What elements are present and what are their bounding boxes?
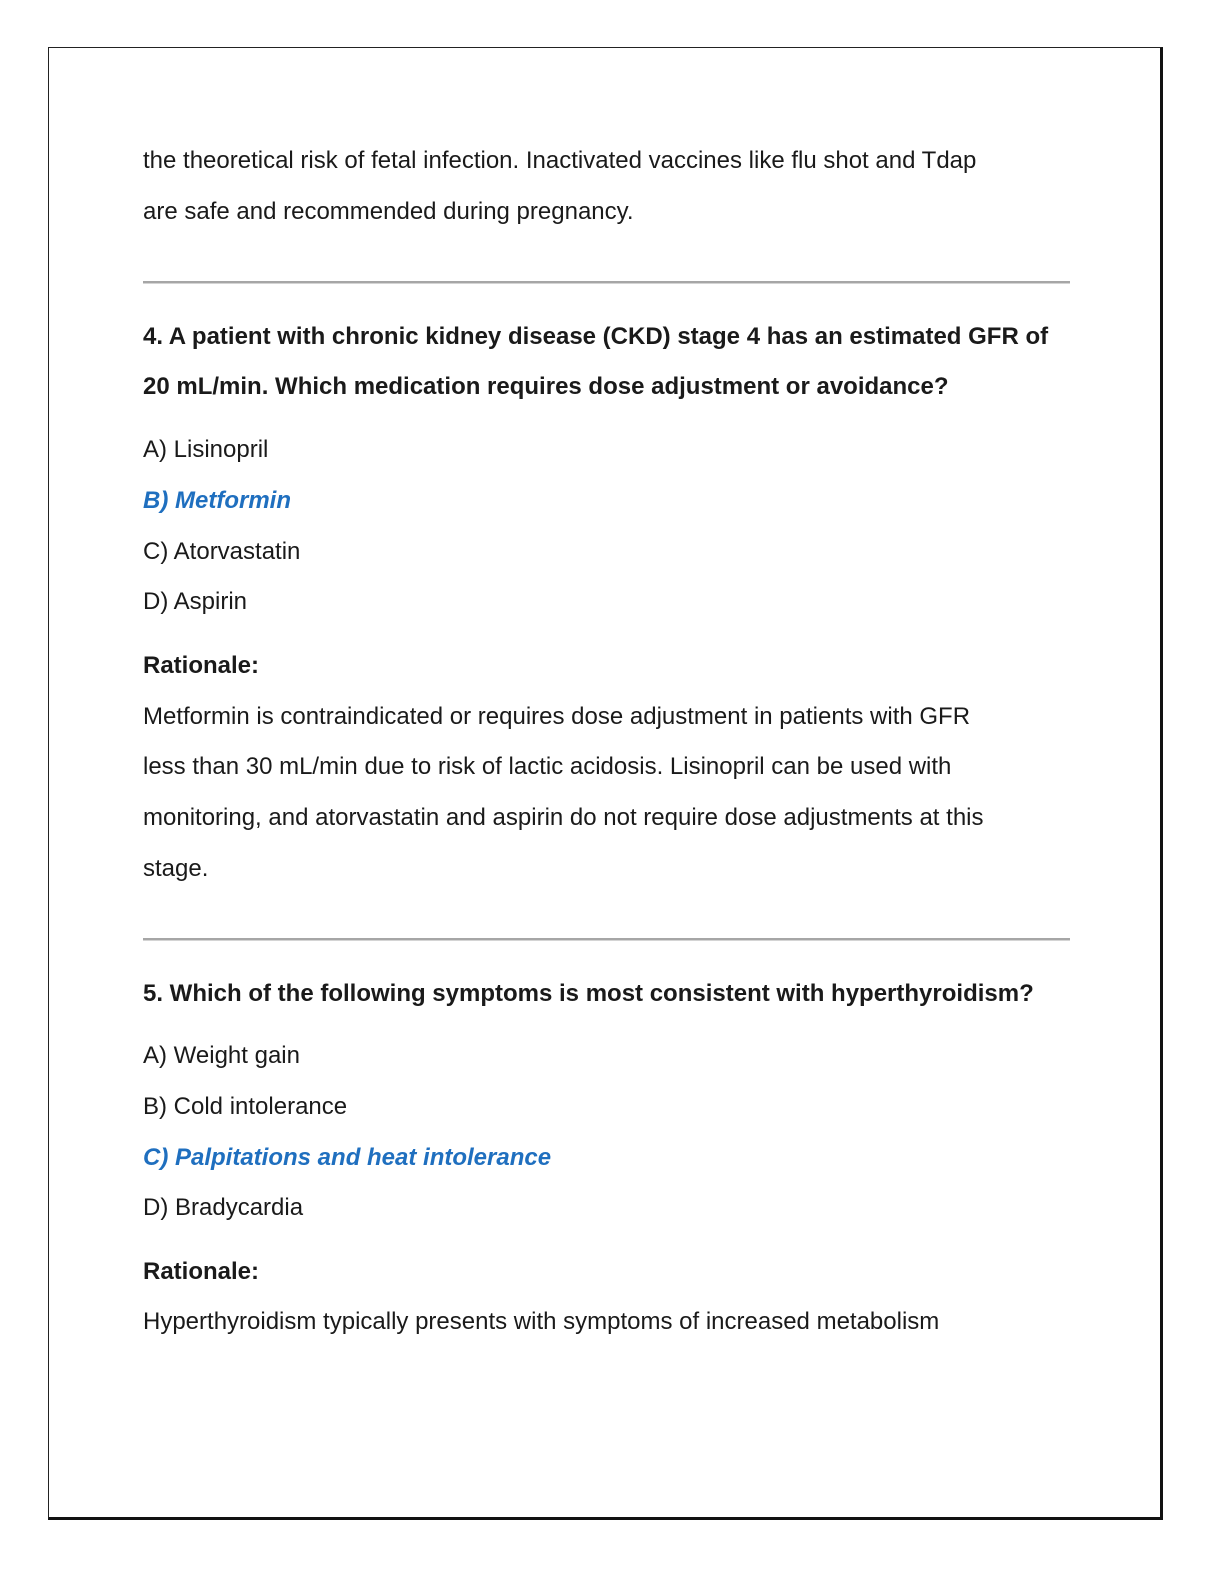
option-a: A) Weight gain bbox=[143, 1042, 300, 1069]
section-divider bbox=[143, 938, 1070, 940]
rationale-line: stage. bbox=[143, 855, 209, 882]
intro-line: the theoretical risk of fetal infection. Inactivated vaccines like flu shot and Tdap bbox=[143, 147, 977, 174]
rationale-heading: Rationale: bbox=[143, 652, 260, 679]
option-c: C) Atorvastatin bbox=[143, 538, 301, 565]
rationale-heading: Rationale: bbox=[143, 1258, 260, 1285]
page-border bbox=[48, 47, 1163, 1520]
option-b: B) Cold intolerance bbox=[143, 1093, 348, 1120]
option-d: D) Aspirin bbox=[143, 588, 248, 615]
question-4-text: 20 mL/min. Which medication requires dose adjustment or avoidance? bbox=[143, 373, 949, 400]
question-4-text: 4. A patient with chronic kidney disease (CKD) stage 4 has an estimated GFR of bbox=[143, 323, 1049, 350]
option-c-correct: C) Palpitations and heat intolerance bbox=[143, 1144, 552, 1171]
option-b-correct: B) Metformin bbox=[143, 487, 291, 514]
section-divider bbox=[143, 281, 1070, 283]
rationale-line: monitoring, and atorvastatin and aspirin do not require dose adjustments at this bbox=[143, 804, 984, 831]
rationale-line: less than 30 mL/min due to risk of lactic acidosis. Lisinopril can be used with bbox=[143, 753, 952, 780]
rationale-line: Hyperthyroidism typically presents with symptoms of increased metabolism bbox=[143, 1308, 940, 1335]
option-d: D) Bradycardia bbox=[143, 1194, 304, 1221]
rationale-line: Metformin is contraindicated or requires dose adjustment in patients with GFR bbox=[143, 703, 971, 730]
option-a: A) Lisinopril bbox=[143, 436, 269, 463]
question-5-text: 5. Which of the following symptoms is most consistent with hyperthyroidism? bbox=[143, 980, 1034, 1007]
intro-line: are safe and recommended during pregnancy. bbox=[143, 198, 634, 225]
